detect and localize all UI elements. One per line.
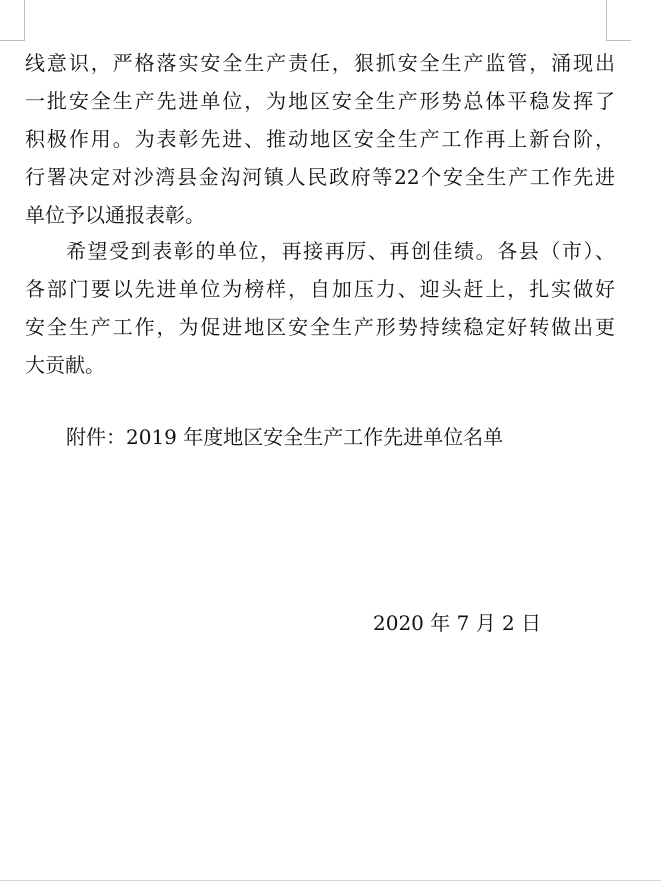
paragraph-2-line-4: 大贡献。 <box>25 353 105 377</box>
paragraph-2-line-1: 希望受到表彰的单位，再接再厉、再创佳绩。各县（市）、 <box>66 239 615 263</box>
paragraph-1-line-4: 行署决定对沙湾县金沟河镇人民政府等22个安全生产工作先进 <box>25 165 615 189</box>
top-left-crop-mark <box>0 0 25 41</box>
paragraph-1-line-2: 一批安全生产先进单位，为地区安全生产形势总体平稳发挥了 <box>25 89 615 113</box>
paragraph-2-line-2: 各部门要以先进单位为榜样，自加压力、迎头赶上，扎实做好 <box>25 277 615 301</box>
paragraph-1-line-1: 线意识，严格落实安全生产责任，狠抓安全生产监管，涌现出 <box>25 51 615 75</box>
paragraph-1-line-3: 积极作用。为表彰先进、推动地区安全生产工作再上新台阶， <box>25 127 615 151</box>
page-bottom-edge <box>0 880 661 881</box>
top-right-crop-mark <box>606 0 631 41</box>
paragraph-2-line-3: 安全生产工作，为促进地区安全生产形势持续稳定好转做出更 <box>25 315 615 339</box>
paragraph-1-line-5: 单位予以通报表彰。 <box>25 203 205 227</box>
attachment-note: 附件：2019 年度地区安全生产工作先进单位名单 <box>66 425 504 449</box>
document-date: 2020 年 7 月 2 日 <box>373 611 542 635</box>
